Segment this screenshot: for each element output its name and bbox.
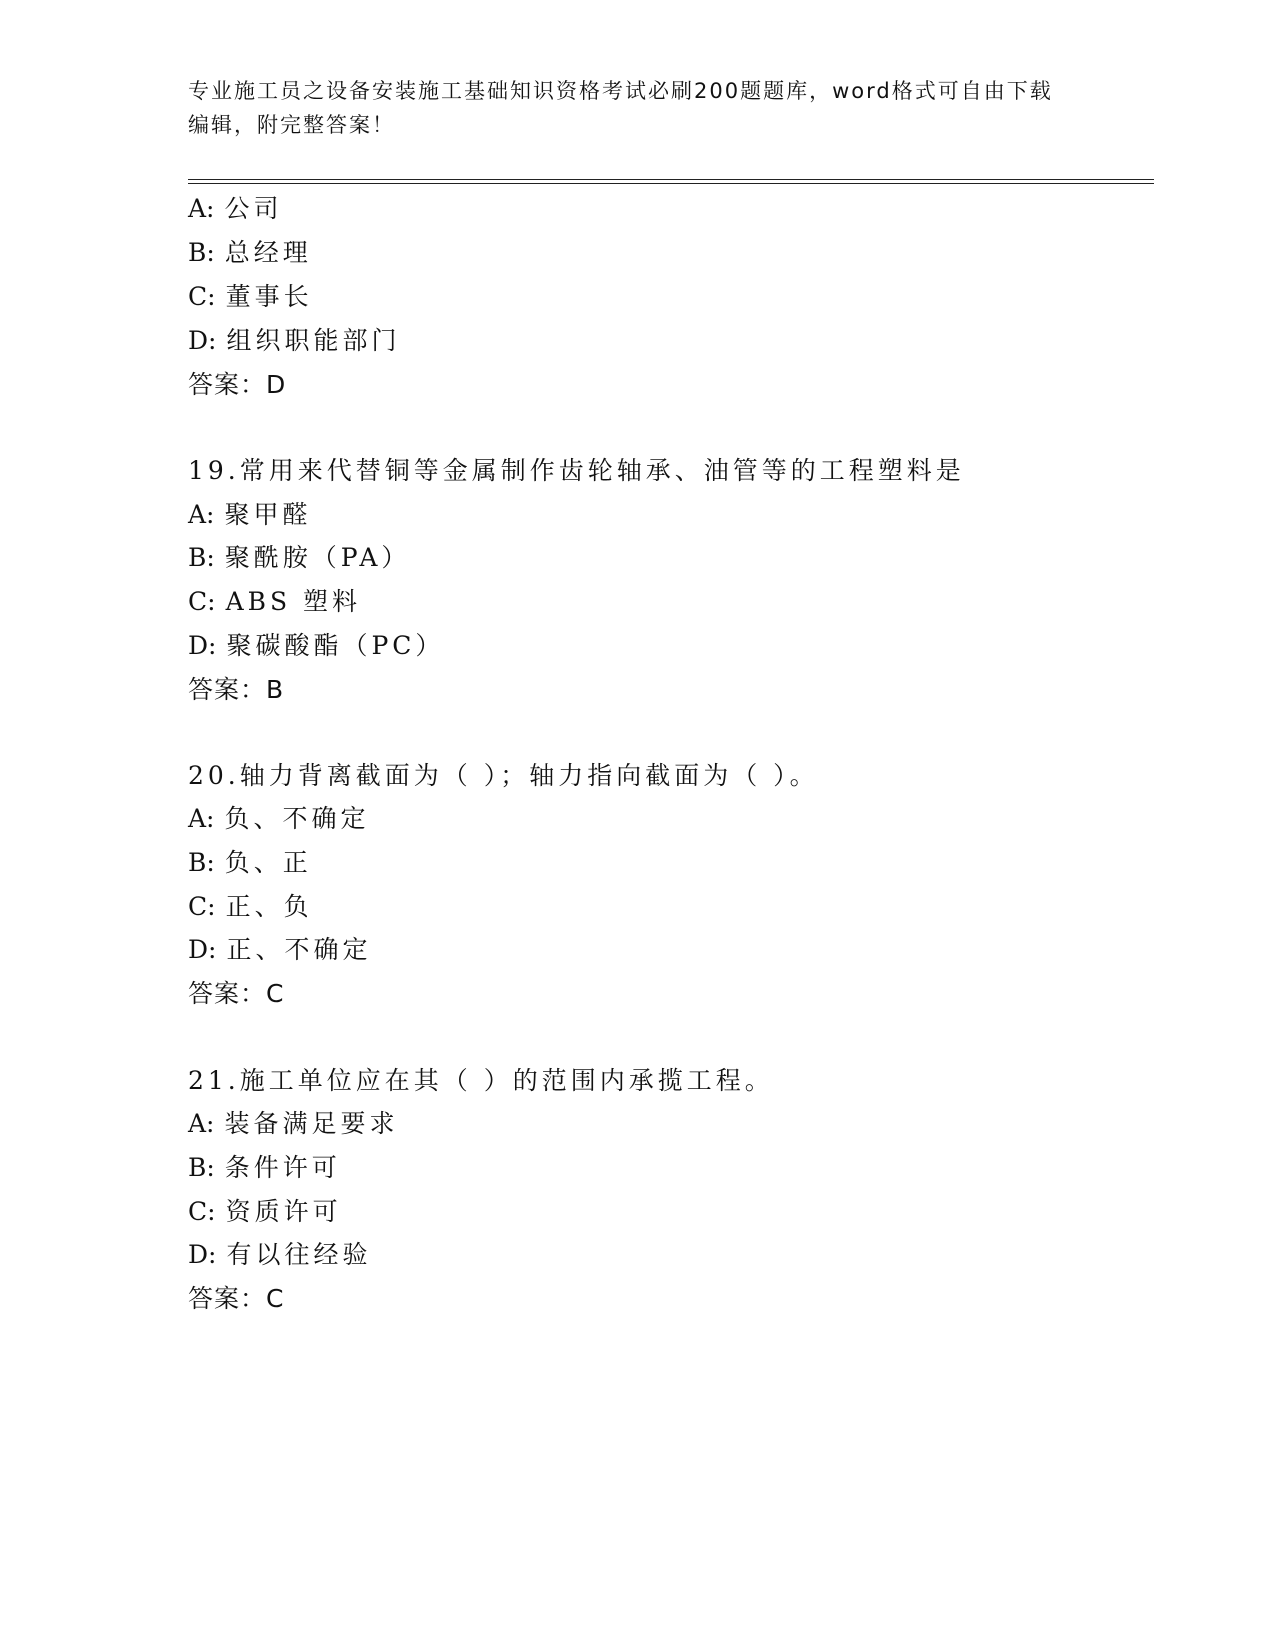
option-text: 聚碳酸酯（PC）	[226, 631, 445, 660]
q20-question: 20.轴力背离截面为（ ）；轴力指向截面为（ ）。	[188, 761, 819, 790]
option-text: 董事长	[225, 282, 313, 311]
option-letter: A:	[188, 500, 215, 529]
q18-option-b	[188, 236, 312, 270]
document-header-title: 专业施工员之设备安装施工基础知识资格考试必刷200题题库，word格式可自由下载编辑，附完整答案！	[188, 79, 1053, 137]
option-letter: C:	[188, 587, 216, 616]
q19-answer: 答案：B	[188, 675, 285, 704]
option-text: 负、正	[224, 848, 312, 877]
q20-option-a	[188, 802, 370, 836]
option-letter: A:	[188, 194, 215, 223]
option-text: 装备满足要求	[224, 1109, 399, 1138]
q19-option-d	[188, 629, 444, 663]
q20-option-b	[188, 846, 312, 880]
q21-question: 21.施工单位应在其（ ）的范围内承揽工程。	[188, 1066, 774, 1095]
option-text: 负、不确定	[224, 804, 370, 833]
option-letter: B:	[188, 1153, 215, 1182]
option-letter: D:	[188, 326, 217, 355]
q20-answer: 答案：C	[188, 979, 285, 1008]
q21-option-a	[188, 1107, 399, 1141]
q21-option-d	[188, 1238, 371, 1272]
q21-option-c	[188, 1195, 342, 1229]
option-letter: C:	[188, 282, 216, 311]
header-divider-top	[188, 179, 1154, 180]
option-text: 公司	[224, 194, 283, 223]
option-letter: A:	[188, 1109, 215, 1138]
option-text: ABS 塑料	[225, 587, 362, 616]
option-text: 总经理	[224, 238, 312, 267]
option-text: 正、不确定	[226, 935, 372, 964]
q18-option-d	[188, 324, 400, 358]
option-text: 资质许可	[225, 1197, 342, 1226]
q21-answer: 答案：C	[188, 1284, 285, 1313]
option-text: 有以往经验	[226, 1240, 372, 1269]
q21-option-b	[188, 1151, 341, 1185]
q18-option-c	[188, 280, 313, 314]
q19-option-c	[188, 585, 361, 619]
q18-option-a	[188, 192, 283, 226]
option-text: 条件许可	[224, 1153, 341, 1182]
q19-option-b	[188, 541, 410, 575]
q18-answer: 答案：D	[188, 370, 287, 399]
option-text: 聚甲醛	[224, 500, 312, 529]
option-text: 组织职能部门	[226, 326, 401, 355]
option-letter: B:	[188, 848, 215, 877]
header-divider-bottom	[188, 183, 1154, 184]
option-letter: C:	[188, 1197, 216, 1226]
option-letter: C:	[188, 892, 216, 921]
option-letter: D:	[188, 935, 217, 964]
option-letter: D:	[188, 631, 217, 660]
q20-option-c	[188, 890, 313, 924]
option-letter: B:	[188, 238, 215, 267]
q20-option-d	[188, 933, 371, 967]
option-letter: B:	[188, 543, 215, 572]
q19-option-a	[188, 498, 312, 532]
option-letter: D:	[188, 1240, 217, 1269]
option-text: 正、负	[225, 892, 313, 921]
option-letter: A:	[188, 804, 215, 833]
q19-question: 19.常用来代替铜等金属制作齿轮轴承、油管等的工程塑料是	[188, 456, 965, 485]
option-text: 聚酰胺（PA）	[224, 543, 411, 572]
